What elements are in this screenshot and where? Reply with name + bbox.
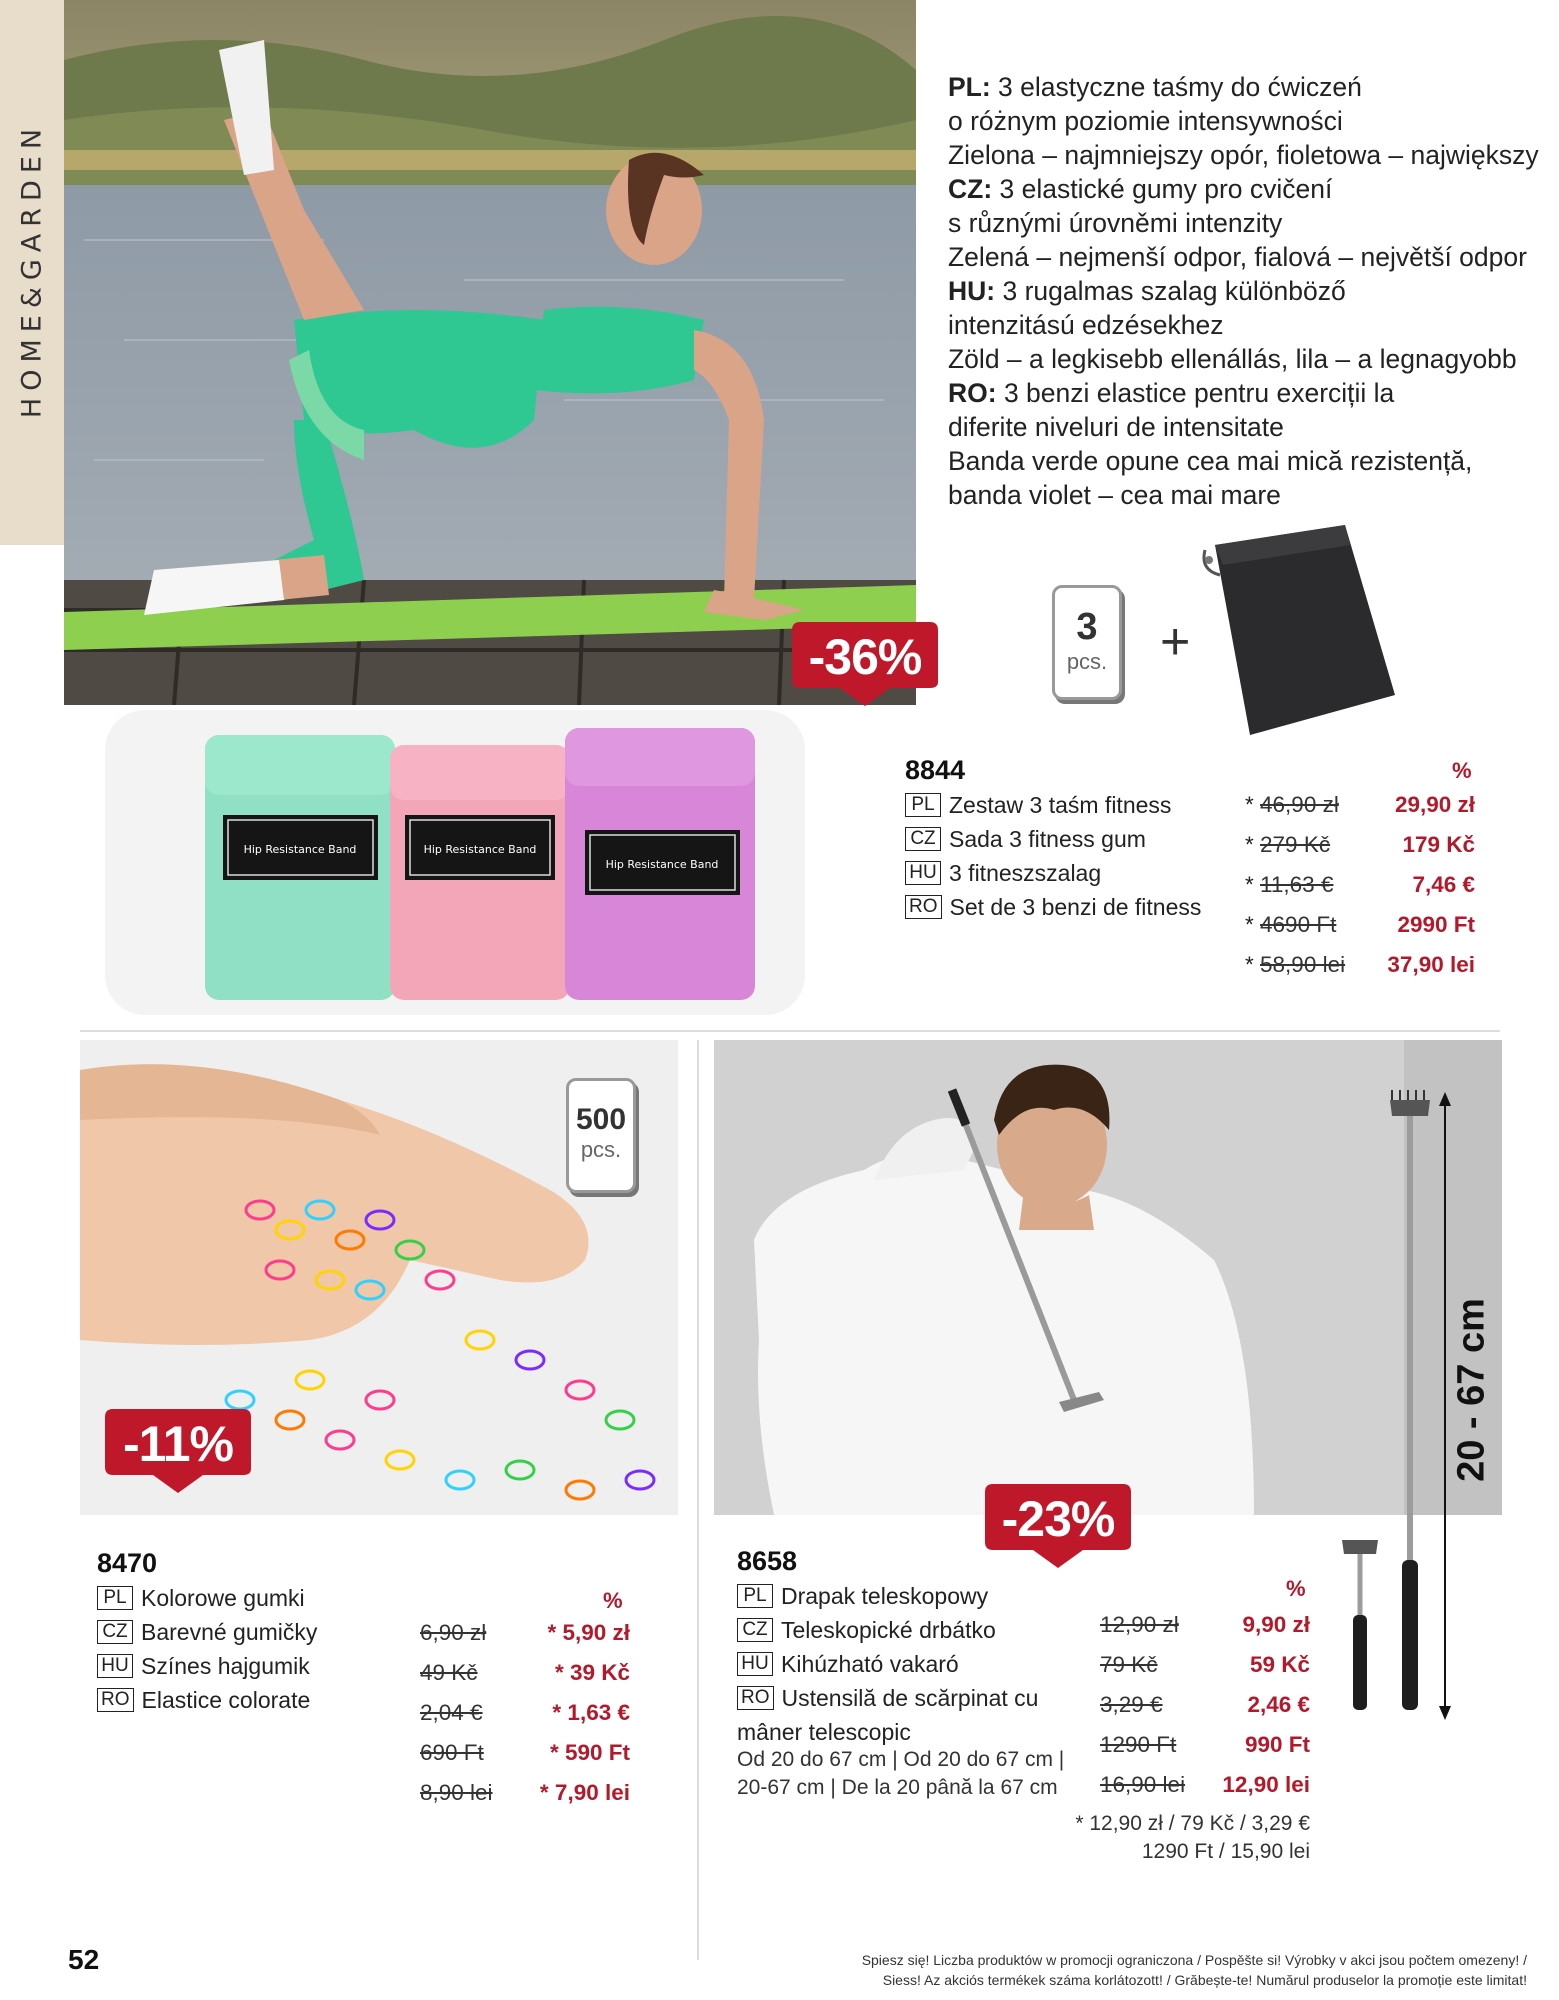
name-row: HU Kihúzható vakaró	[737, 1647, 1038, 1681]
price-row: 16,90 lei 12,90 lei	[1100, 1772, 1310, 1797]
name-row: CZ Barevné gumičky	[97, 1615, 317, 1649]
discount-badge-23: -23%	[983, 1480, 1133, 1570]
price-row: 690 Ft * 590 Ft	[420, 1740, 630, 1765]
percent-header: %	[603, 1588, 623, 1613]
size-label: 20 - 67 cm	[1450, 1298, 1493, 1482]
pcs-badge-500: 500 pcs.	[566, 1078, 636, 1193]
band-label-purple: Hip Resistance Band	[605, 858, 719, 871]
price-row: 2,04 € * 1,63 €	[420, 1700, 630, 1725]
price-row: * 4690 Ft 2990 Ft	[1245, 912, 1475, 937]
percent-header: %	[1286, 1576, 1306, 1601]
product-code-8844: 8844	[905, 755, 966, 785]
price-row: 6,90 zł * 5,90 zł	[420, 1620, 630, 1645]
product-8658-names	[737, 1579, 1038, 1749]
promo-limit-note: Spiesz się! Liczba produktów w promocji ograniczona / Pospěšte si! Výrobky v akci jsou počtem omezeny! / Siess! Az akciós termékek száma korlátozott! / Grăbește-te! Numărul produselor la promoție este limitat!	[861, 1952, 1527, 1988]
section-divider	[80, 1030, 1500, 1032]
name-row: CZ Sada 3 fitness gum	[905, 822, 1201, 856]
price-row: 49 Kč * 39 Kč	[420, 1660, 630, 1685]
product-8470-prices	[420, 1613, 630, 1813]
column-divider	[697, 1040, 699, 1960]
name-row: PL Zestaw 3 taśm fitness	[905, 788, 1201, 822]
price-row: 79 Kč 59 Kč	[1100, 1652, 1310, 1677]
product-code-8658: 8658	[737, 1546, 798, 1576]
product-8470-names	[97, 1581, 317, 1717]
price-row: 8,90 lei * 7,90 lei	[420, 1780, 630, 1805]
band-label-pink: Hip Resistance Band	[423, 843, 537, 856]
drawstring-bag-image	[1195, 520, 1405, 740]
name-row: RO Elastice colorate	[97, 1683, 317, 1717]
price-row: 12,90 zł 9,90 zł	[1100, 1612, 1310, 1637]
name-continuation: mâner telescopic	[737, 1719, 911, 1745]
resistance-bands-image	[105, 710, 805, 1015]
product-8844-description: PL: 3 elastyczne taśmy do ćwiczeń o różnym poziomie intensywności Zielona – najmniejszy opór, fioletowa – największy CZ: 3 elastické gumy pro cvičení s různými úrovněmi intenzity Zelená – nejmenší odpor, fialová – největší odpor HU: 3 rugalmas szalag különböző intenzitású edzésekhez Zöld – a legkisebb ellenállás, lila – a legnagyobb RO: 3 benzi elastice pentru exerciții la diferite niveluri de intensitate Banda verde opune cea mai mică rezistență, banda violet – cea mai mare	[948, 72, 1539, 510]
pcs-badge-3: 3 pcs.	[1052, 585, 1122, 700]
back-scratcher-product-image	[1320, 1080, 1470, 1730]
discount-badge-11: -11%	[103, 1405, 253, 1495]
product-8658-prices	[1100, 1605, 1310, 1805]
price-row: 1290 Ft 990 Ft	[1100, 1732, 1310, 1757]
price-row: 3,29 € 2,46 €	[1100, 1692, 1310, 1717]
percent-header: %	[1452, 758, 1472, 783]
name-row: HU Színes hajgumik	[97, 1649, 317, 1683]
section-label: HOME&GARDEN	[16, 121, 48, 419]
name-row: CZ Teleskopické drbátko	[737, 1613, 1038, 1647]
reference-price-note: * 12,90 zł / 79 Kč / 3,29 € 1290 Ft / 15,90 lei	[1075, 1812, 1310, 1863]
size-note: Od 20 do 67 cm | Od 20 do 67 cm | 20-67 cm | De la 20 până la 67 cm	[737, 1748, 1065, 1799]
product-code-8470: 8470	[97, 1548, 158, 1578]
plus-sign: +	[1160, 613, 1191, 671]
product-8844-names	[905, 788, 1201, 924]
price-row: * 58,90 lei 37,90 lei	[1245, 952, 1475, 977]
band-label-green: Hip Resistance Band	[243, 843, 357, 856]
name-row: RO Set de 3 benzi de fitness	[905, 890, 1201, 924]
name-row: PL Kolorowe gumki	[97, 1581, 317, 1615]
name-row: RO Ustensilă de scărpinat cu	[737, 1681, 1038, 1715]
product-8844-prices	[1245, 785, 1475, 985]
name-row: HU 3 fitneszszalag	[905, 856, 1201, 890]
price-row: * 46,90 zł 29,90 zł	[1245, 792, 1475, 817]
fitness-hero-photo	[64, 0, 916, 705]
price-row: * 279 Kč 179 Kč	[1245, 832, 1475, 857]
price-row: * 11,63 € 7,46 €	[1245, 872, 1475, 897]
page-number: 52	[68, 1944, 100, 1975]
section-tab	[0, 0, 64, 545]
discount-badge-36: -36%	[790, 618, 940, 708]
name-row: PL Drapak teleskopowy	[737, 1579, 1038, 1613]
woman-exercising-image	[64, 0, 916, 705]
